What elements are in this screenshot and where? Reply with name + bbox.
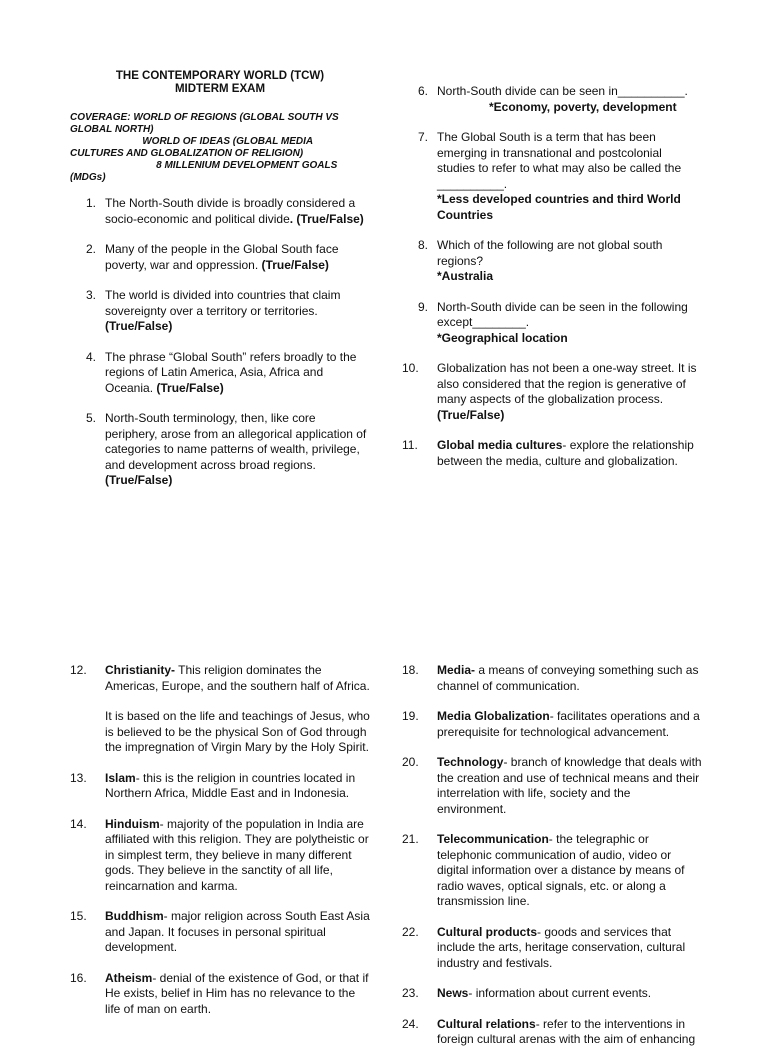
question-item xyxy=(402,300,702,347)
question-text: - branch of knowledge that deals with the creation and use of technical means and their interrelation with life, society and the environment. xyxy=(437,755,702,816)
question-answer: (True/False) xyxy=(156,380,224,395)
question-term: Christianity- xyxy=(105,663,176,677)
question-answer: (True/False) xyxy=(105,319,173,333)
question-number: 9. xyxy=(418,299,429,314)
question-item xyxy=(70,817,370,895)
questions-1-5 xyxy=(70,196,370,489)
right-top-column xyxy=(402,84,702,484)
question-number: 15. xyxy=(70,909,87,923)
coverage-line: COVERAGE: WORLD OF REGIONS (GLOBAL SOUTH VS xyxy=(70,112,339,123)
question-text: Which of the following are not global south regions? xyxy=(437,238,663,268)
question-text: - the telegraphic or telephonic communication of audio, video or digital information over a distance by means of radio waves, optical signals, etc. or along a transmission line. xyxy=(437,832,685,908)
question-item xyxy=(402,832,702,910)
coverage-line: CULTURES AND GLOBALIZATION OF RELIGION) xyxy=(70,148,304,159)
question-text: North-South divide can be seen in__________. xyxy=(437,84,688,98)
question-number: 16. xyxy=(70,970,87,985)
question-number: 23. xyxy=(402,986,419,1000)
left-top-column xyxy=(70,70,370,504)
question-item xyxy=(70,350,370,397)
question-number: 5. xyxy=(86,411,97,425)
question-text: - goods and services that include the arts, heritage conservation, cultural industry and festivals. xyxy=(437,924,686,970)
question-number: 4. xyxy=(86,349,97,364)
question-text: The North-South divide is broadly considered a socio-economic and political divide xyxy=(105,196,356,226)
coverage-block xyxy=(70,112,370,184)
question-text: - refer to the interventions in foreign cultural arenas with the aim of enhancing xyxy=(437,1016,696,1046)
question-number: 6. xyxy=(418,84,429,98)
question-item xyxy=(402,361,702,423)
question-term: Cultural relations xyxy=(437,1016,536,1031)
question-item xyxy=(402,438,702,469)
question-text: Many of the people in the Global South face poverty, war and oppression. xyxy=(105,242,339,272)
left-bottom-column xyxy=(70,663,370,1032)
question-term: Global media cultures xyxy=(437,438,563,452)
question-item xyxy=(402,709,702,740)
question-answer: (True/False) xyxy=(261,257,329,272)
coverage-line: 8 MILLENIUM DEVELOPMENT GOALS xyxy=(70,160,338,171)
question-item xyxy=(70,771,370,802)
question-item xyxy=(70,663,370,694)
question-item xyxy=(70,242,370,273)
question-answer: *Economy, poverty, development xyxy=(489,99,677,114)
question-text: This religion dominates the Americas, Europe, and the southern half of Africa. xyxy=(105,663,370,693)
question-item xyxy=(70,288,370,335)
question-number: 14. xyxy=(70,816,87,831)
exam-subtitle: MIDTERM EXAM xyxy=(174,83,266,95)
question-number: 22. xyxy=(402,924,419,939)
question-number: 10. xyxy=(402,361,419,375)
question-text: - explore the relationship between the media, culture and globalization. xyxy=(437,438,694,468)
question-text: North-South terminology, then, like core periphery, arose from an allegorical application of categories to name patterns of wealth, privilege, and development across broad regions. xyxy=(105,411,367,472)
question-term: Technology xyxy=(437,755,504,769)
question-text: Globalization has not been a one-way street. It is also considered that the region is generative of many aspects of the globalization process. xyxy=(437,361,697,406)
coverage-line: WORLD OF IDEAS (GLOBAL MEDIA xyxy=(70,136,314,147)
question-term: Media Globalization xyxy=(437,709,550,723)
question-text: - facilitates operations and a prerequisite for technological advancement. xyxy=(437,709,700,739)
question-item xyxy=(70,411,370,489)
question-number: 19. xyxy=(402,709,419,723)
question-item xyxy=(402,925,702,972)
question-answer: *Geographical location xyxy=(437,330,568,345)
question-answer: . (True/False) xyxy=(289,211,364,226)
question-term: Atheism xyxy=(105,970,153,985)
question-answer: (True/False) xyxy=(105,473,173,487)
question-number: 3. xyxy=(86,288,97,302)
question-text: The Global South is a term that has been emerging in transnational and postcolonial studies to refer to what may also be called the __________. xyxy=(437,130,682,191)
question-term: Cultural products xyxy=(437,924,538,939)
question-number: 18. xyxy=(402,663,419,677)
question-number: 20. xyxy=(402,755,419,769)
question-term: Hinduism xyxy=(105,816,160,831)
question-number: 12. xyxy=(70,663,87,677)
question-number: 24. xyxy=(402,1016,419,1031)
question-item xyxy=(70,196,370,227)
question-text: - this is the religion in countries located in Northern Africa, Middle East and in Indonesia. xyxy=(105,770,356,800)
question-item xyxy=(402,84,702,115)
question-text: - major religion across South East Asia and Japan. It focuses in personal spiritual development. xyxy=(105,909,370,954)
question-number: 8. xyxy=(418,238,429,252)
question-number: 1. xyxy=(86,196,97,210)
coverage-line: GLOBAL NORTH) xyxy=(70,124,154,135)
question-item xyxy=(70,709,370,756)
question-text: - information about current events. xyxy=(468,986,652,1000)
question-text: The phrase “Global South” refers broadly to the regions of Latin America, Asia, Africa and Oceania. xyxy=(105,349,357,395)
coverage-line: (MDGs) xyxy=(70,172,106,183)
question-item xyxy=(402,130,702,223)
exam-title: THE CONTEMPORARY WORLD (TCW) xyxy=(115,70,325,82)
question-number: 11. xyxy=(402,438,418,452)
question-text: It is based on the life and teachings of Jesus, who is believed to be the physical Son of God through the impregnation of Virgin Mary by the Holy Spirit. xyxy=(105,709,370,754)
question-term: Media- xyxy=(437,663,476,677)
question-term: Telecommunication xyxy=(437,832,549,846)
question-answer: (True/False) xyxy=(437,407,505,422)
question-number: 7. xyxy=(418,130,429,144)
question-item xyxy=(402,986,702,1002)
question-item xyxy=(402,1017,702,1048)
question-item xyxy=(402,663,702,694)
question-answer: *Less developed countries and third World Countries xyxy=(437,192,681,222)
question-text: North-South divide can be seen in the following except________. xyxy=(437,299,688,329)
question-item xyxy=(402,755,702,817)
question-text: - majority of the population in India are affiliated with this religion. They are polytheistic or in simplest term, they believe in many different gods. They believe in the sanctity of all life, reincarnation and karma. xyxy=(105,816,369,893)
question-text: - denial of the existence of God, or that if He exists, belief in Him has no relevance to the life of man on earth. xyxy=(105,970,369,1016)
question-item xyxy=(402,238,702,285)
question-number: 21. xyxy=(402,832,419,846)
right-bottom-column xyxy=(402,663,702,1063)
question-item xyxy=(70,971,370,1018)
question-term: Islam xyxy=(105,770,136,785)
question-item xyxy=(70,909,370,956)
question-term: News xyxy=(437,986,469,1000)
question-number: 13. xyxy=(70,770,87,785)
question-answer: *Australia xyxy=(437,269,494,283)
question-text: The world is divided into countries that claim sovereignty over a territory or territories. xyxy=(105,288,341,318)
question-text: a means of conveying something such as channel of communication. xyxy=(437,663,699,693)
question-number: 2. xyxy=(86,242,97,256)
question-term: Buddhism xyxy=(105,909,164,923)
